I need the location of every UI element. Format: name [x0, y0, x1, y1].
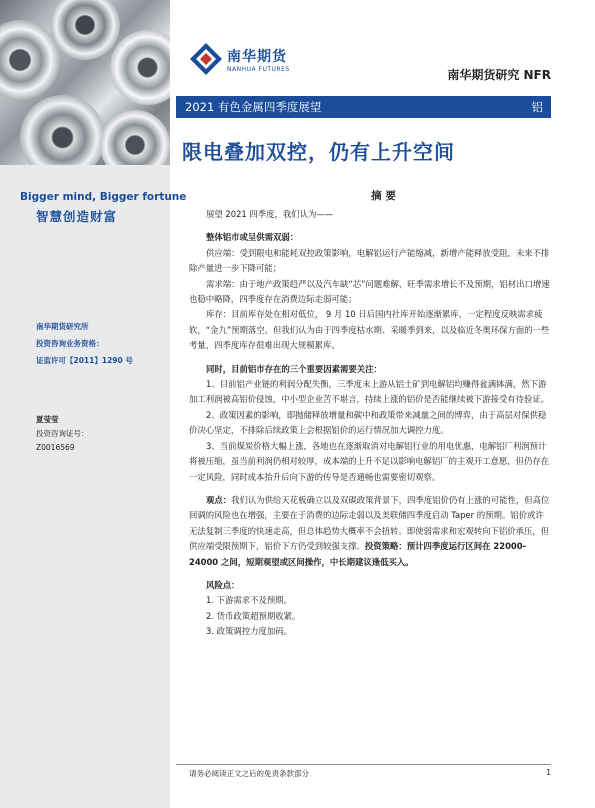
demand-paragraph — [189, 277, 551, 308]
institute-info — [36, 318, 133, 369]
sidebar — [0, 0, 187, 808]
slogan-chinese: 智慧创造财富 — [36, 209, 118, 224]
institute-name: 南华期货研究所 — [36, 322, 89, 331]
view-paragraph — [189, 493, 551, 570]
view-label: 观点： — [206, 494, 232, 505]
list-item: 2. 货币政策超预期收紧。 — [206, 610, 301, 621]
issue-3-paragraph: 3、当前煤炭价格大幅上涨，各地也在逐渐取消对电解铝行业的用电优惠，电解铝厂利润预计将被压缩，虽当前利润仍相对较厚，成本端的上升不足以影响电解铝厂的主观开工意愿，但仍存在一定风险，同时成本抬升后向下游的传导是否通畅也需要密切观察。 — [189, 440, 550, 482]
demand-text: 由于地产政策趋严以及汽车缺“芯”问题难解，旺季需求增长不及预期，铝材出口增速也稳中略降，四季度存在消费边际走弱可能； — [189, 278, 550, 305]
inventory-text: 目前库存处在相对低位， 9 月 10 日后国内社库开始逐渐累库，一定程度反映需求疲软，“金九”预期落空。但我们认为由于四季度枯水期、采暖季到来，以及临近冬奥环保方面的一些考量，四季度库存很难出现大规模累库。 — [189, 309, 550, 351]
view-text: 我们认为供给天花板确立以及双碳政策背景下，四季度铝价仍有上涨的可能性，但高位回调的风险也在增强，主要在于消费的边际走弱以及美联储四季度启动 Taper 的预期。铝价或许无法复制三季度的快速走高，但总体趋势大概率不会扭转。即使弱需求和宏观转向下铝价承压，但供应端受限预期下，铝价下方仍受到较强支撑。 — [189, 494, 550, 552]
logo-chinese-name: 南华期货 — [227, 49, 287, 65]
analyst-name: 夏莹莹 — [36, 415, 59, 424]
hero-steel-coils-image — [0, 0, 170, 165]
slogan-english: Bigger mind, Bigger fortune — [20, 191, 187, 203]
supply-label: 供应端： — [206, 247, 240, 258]
page-number: 1 — [546, 768, 551, 777]
list-item: 1. 下游需求不及预期。 — [206, 595, 293, 606]
issue-2-paragraph: 2、政策因素的影响，即抛储释放增量和碳中和政策带来减量之间的博弈，由于高层对保供稳价决心坚定，不排除后续政策上会根据铝价的运行情况加大调控力度。 — [189, 409, 547, 436]
inventory-paragraph — [189, 307, 551, 353]
pattern-heading: 整体铝市或呈供需双弱： — [206, 232, 299, 243]
license-number: 证监许可【2011】1290 号 — [36, 356, 133, 365]
logo-mark-icon — [189, 42, 223, 76]
analyst-cert-number: Z0016569 — [36, 443, 75, 452]
report-banner — [176, 96, 551, 118]
analyst-cert-label: 投资咨询证号： — [36, 429, 89, 438]
company-logo — [189, 40, 319, 86]
list-item: 3. 政策调控力度加码。 — [206, 626, 293, 637]
demand-label: 需求端： — [206, 278, 240, 289]
abstract-body — [189, 207, 551, 640]
qualification-label: 投资咨询业务资格： — [36, 339, 104, 348]
analyst-info — [36, 413, 89, 455]
research-org-name: 南华期货研究 NFR — [447, 68, 551, 82]
abstract-heading — [0, 188, 595, 203]
supply-paragraph — [189, 246, 551, 277]
banner-report-series: 2021 有色金属四季度展望 — [185, 100, 322, 114]
banner-commodity: 铝 — [531, 100, 543, 114]
footer-divider — [176, 764, 551, 765]
logo-english-name: NANHUA FUTURES — [227, 66, 290, 73]
strategy-text: 投资策略：预计四季度运行区间在 22000-24000 之间，短期观望或区间操作，中长期建议逢低买入。 — [189, 541, 527, 567]
inventory-label: 库存： — [206, 309, 232, 320]
footer-disclaimer: 请务必阅读正文之后的免责条款部分 — [189, 769, 309, 778]
risk-list — [189, 593, 551, 639]
issues-heading: 同时，目前铝市存在的三个重要因素需要关注： — [206, 363, 382, 374]
report-title: 限电叠加双控，仍有上升空间 — [182, 140, 455, 164]
supply-text: 受到限电和能耗双控政策影响，电解铝运行产能缩减，新增产能释放受阻，未来不排除产量进一步下降可能； — [189, 247, 550, 274]
abstract-heading-text: 摘 要 — [371, 190, 396, 202]
intro-paragraph: 展望 2021 四季度，我们认为—— — [206, 209, 334, 219]
issue-1-paragraph: 1、目前铝产业链的利润分配失衡，三季度末上游从铝土矿到电解铝均赚得盆满钵满，然下游加工利润被高铝价侵蚀，中小型企业苦不堪言，持续上涨的铝价是否能继续被下游接受有待验证。 — [189, 379, 550, 405]
risk-heading: 风险点： — [206, 579, 240, 590]
